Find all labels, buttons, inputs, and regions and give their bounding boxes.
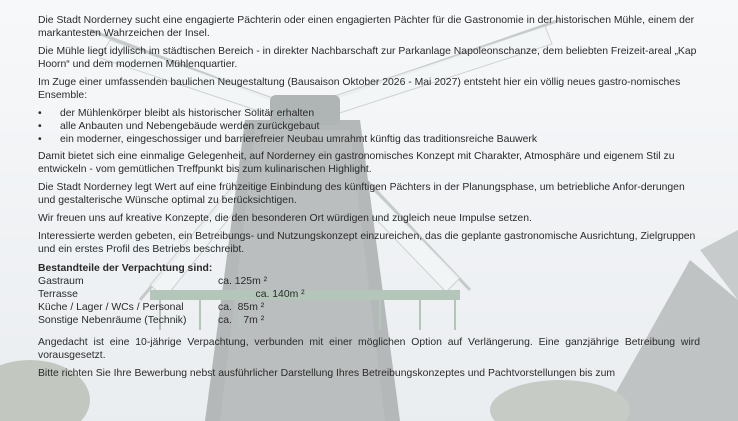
ensemble-list: [38, 107, 700, 146]
paragraph-intro: Die Stadt Norderney sucht eine engagierte Pächterin oder einen engagierten Pächter für die Gastronomie in der historischen Mühle, einem der markantesten Wahrzeichen der Insel.: [38, 15, 695, 39]
rental-title: Bestandteile der Verpachtung sind:: [38, 263, 213, 274]
paragraph-involvement: Die Stadt Norderney legt Wert auf eine frühzeitige Einbindung des künftigen Pächters in der Planungsphase, um betriebliche Anfor-derungen und gestalterische Wünsche optimal zu berücksichtigen.: [38, 182, 685, 206]
list-item: • ein moderner, eingeschossiger und barrierefreier Neubau umrahmt künftig das traditionsreiche Bauwerk: [38, 134, 538, 145]
paragraph-deadline: Bitte richten Sie Ihre Bewerbung nebst ausführlicher Darstellung Ihres Betreibungskonzeptes und Pachtvorstellungen bis zum: [38, 368, 616, 379]
rental-table: [38, 275, 700, 327]
document-body: [38, 14, 700, 385]
paragraph-redesign: Im Zuge einer umfassenden baulichen Neugestaltung (Bausaison Oktober 2026 - Mai 2027) entsteht hier ein völlig neues gastro-nomisches Ensemble:: [38, 77, 681, 101]
rental-row: Terrasse ca. 140m ²: [38, 289, 305, 300]
rental-row: Gastraum ca. 125m ²: [38, 276, 268, 287]
rental-row: Sonstige Nebenräume (Technik) ca. 7m ²: [38, 315, 265, 326]
bullet-icon: •: [38, 108, 42, 119]
bullet-icon: •: [38, 121, 42, 132]
list-item: • alle Anbauten und Nebengebäude werden zurückgebaut: [38, 121, 320, 132]
paragraph-location: Die Mühle liegt idyllisch im städtischen Bereich - in direkter Nachbarschaft zur Parkanlage Napoleonschanze, dem beliebten Freizeit-areal „Kap Hoorn“ und dem modernen Mühlenquartier.: [38, 46, 697, 70]
paragraph-application: Interessierte werden gebeten, ein Betreibungs- und Nutzungskonzept einzureichen, das die geplante gastronomische Ausrichtung, Zielgruppen und ein erstes Profil des Betriebs beschreibt.: [38, 231, 696, 255]
list-item: • der Mühlenkörper bleibt als historischer Solitär erhalten: [38, 108, 315, 119]
paragraph-opportunity: Damit bietet sich eine einmalige Gelegenheit, auf Norderney ein gastronomisches Konzept mit Charakter, Atmosphäre und eigenem Stil zu entwickeln - vom gemütlichen Treffpunkt bis zum kulinarischen Highlight.: [38, 151, 675, 175]
bullet-icon: •: [38, 134, 42, 145]
paragraph-concepts: Wir freuen uns auf kreative Konzepte, die den besonderen Ort würdigen und zugleich neue Impulse setzen.: [38, 213, 532, 224]
rental-row: Küche / Lager / WCs / Personal ca. 85m ²: [38, 302, 265, 313]
paragraph-lease-term: Angedacht ist eine 10-jährige Verpachtung, verbunden mit einer möglichen Option auf Verlängerung. Eine ganzjährige Betreibung wird vorausgesetzt.: [38, 337, 700, 361]
